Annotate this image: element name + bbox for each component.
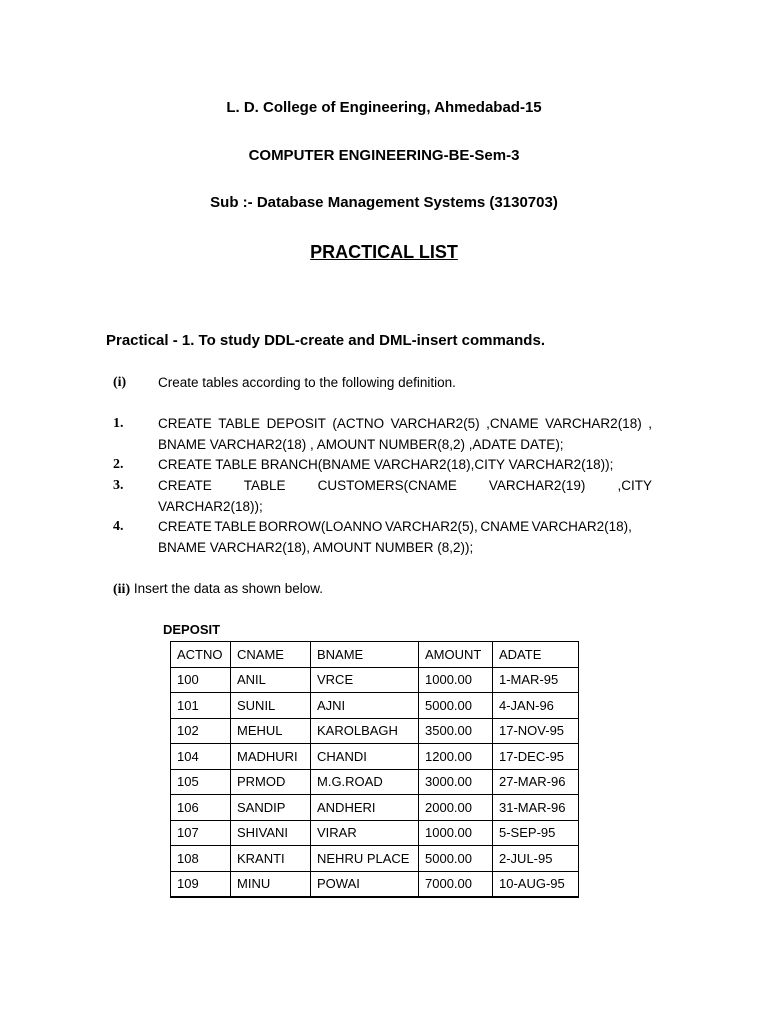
table-cell: 3000.00: [419, 769, 493, 795]
table-cell: ANDHERI: [311, 795, 419, 821]
word: CREATE: [158, 416, 212, 431]
statement-3-line2: VARCHAR2(18));: [158, 499, 263, 514]
table-cell: 108: [171, 846, 231, 872]
table-cell: 101: [171, 693, 231, 719]
college-name: L. D. College of Engineering, Ahmedabad-15: [226, 99, 542, 116]
column-header: ADATE: [493, 642, 579, 668]
part-ii-text: Insert the data as shown below.: [130, 581, 323, 596]
column-header: CNAME: [231, 642, 311, 668]
table-body: [171, 642, 579, 898]
table-cell: 7000.00: [419, 871, 493, 897]
statement-3-line1: [158, 478, 652, 493]
word: TABLE: [218, 416, 261, 431]
table-cell: 104: [171, 744, 231, 770]
table-cell: 17-DEC-95: [493, 744, 579, 770]
part-i-marker: (i): [113, 375, 127, 390]
table-cell: 31-MAR-96: [493, 795, 579, 821]
table-cell: 2000.00: [419, 795, 493, 821]
statement-2-line1: CREATE TABLE BRANCH(BNAME VARCHAR2(18),CITY VARCHAR2(18));: [158, 457, 614, 472]
part-ii-line: [113, 581, 323, 598]
table-cell: 5-SEP-95: [493, 820, 579, 846]
table-cell: 1200.00: [419, 744, 493, 770]
table-cell: VIRAR: [311, 820, 419, 846]
table-caption: DEPOSIT: [163, 622, 221, 637]
table-cell: MINU: [231, 871, 311, 897]
table-cell: 1000.00: [419, 667, 493, 693]
word: VARCHAR2(18),: [531, 519, 632, 534]
table-cell: PRMOD: [231, 769, 311, 795]
word: VARCHAR2(19): [488, 478, 586, 493]
table-cell: NEHRU PLACE: [311, 846, 419, 872]
page-title: PRACTICAL LIST: [310, 242, 458, 262]
table-cell: SANDIP: [231, 795, 311, 821]
table-cell: 1000.00: [419, 820, 493, 846]
table-cell: 107: [171, 820, 231, 846]
word: CNAME: [480, 519, 530, 534]
word: TABLE: [243, 478, 286, 493]
word: ,CITY: [617, 478, 652, 493]
statement-2-marker: 2.: [113, 457, 124, 472]
table-cell: 109: [171, 871, 231, 897]
table-cell: MADHURI: [231, 744, 311, 770]
table-cell: KRANTI: [231, 846, 311, 872]
deposit-table: [170, 641, 579, 898]
table-cell: SHIVANI: [231, 820, 311, 846]
column-header: AMOUNT: [419, 642, 493, 668]
table-cell: M.G.ROAD: [311, 769, 419, 795]
word: VARCHAR2(5),: [384, 519, 478, 534]
table-cell: KAROLBAGH: [311, 718, 419, 744]
word: ,CNAME: [486, 416, 539, 431]
table-cell: 100: [171, 667, 231, 693]
table-row: [171, 744, 579, 770]
table-header-row: [171, 642, 579, 668]
table-cell: ANIL: [231, 667, 311, 693]
word: CREATE: [158, 478, 212, 493]
practical-heading: Practical - 1. To study DDL-create and DML-insert commands.: [106, 332, 545, 349]
table-row: [171, 846, 579, 872]
table-cell: 102: [171, 718, 231, 744]
table-cell: 10-AUG-95: [493, 871, 579, 897]
department-line: COMPUTER ENGINEERING-BE-Sem-3: [248, 147, 520, 164]
table-cell: 5000.00: [419, 693, 493, 719]
statement-4-marker: 4.: [113, 519, 124, 534]
table-cell: 3500.00: [419, 718, 493, 744]
word: CUSTOMERS(CNAME: [317, 478, 457, 493]
word: ,: [648, 416, 652, 431]
table-cell: 105: [171, 769, 231, 795]
column-header: ACTNO: [171, 642, 231, 668]
table-cell: 27-MAR-96: [493, 769, 579, 795]
table-cell: 5000.00: [419, 846, 493, 872]
table-cell: POWAI: [311, 871, 419, 897]
part-ii-marker: (ii): [113, 582, 131, 597]
table-cell: 17-NOV-95: [493, 718, 579, 744]
part-i-text: Create tables according to the following definition.: [158, 375, 456, 390]
table-cell: AJNI: [311, 693, 419, 719]
word: VARCHAR2(18): [545, 416, 642, 431]
table-row: [171, 820, 579, 846]
statement-4-line1: [158, 519, 632, 534]
table-cell: MEHUL: [231, 718, 311, 744]
table-row: [171, 693, 579, 719]
table-row: [171, 769, 579, 795]
table-cell: 4-JAN-96: [493, 693, 579, 719]
statement-1-marker: 1.: [113, 416, 124, 431]
table-row: [171, 871, 579, 897]
table-row: [171, 718, 579, 744]
table-cell: 2-JUL-95: [493, 846, 579, 872]
table-cell: CHANDI: [311, 744, 419, 770]
word: DEPOSIT: [266, 416, 326, 431]
word: BORROW(LOANNO: [258, 519, 383, 534]
subject-line: Sub :- Database Management Systems (3130703): [210, 194, 558, 211]
table-row: [171, 667, 579, 693]
word: TABLE: [214, 519, 257, 534]
word: (ACTNO: [332, 416, 385, 431]
word: CREATE: [158, 519, 212, 534]
statement-1-line1: [158, 416, 652, 431]
column-header: BNAME: [311, 642, 419, 668]
table-row: [171, 795, 579, 821]
table-cell: VRCE: [311, 667, 419, 693]
table-cell: 106: [171, 795, 231, 821]
statement-1-line2: BNAME VARCHAR2(18) , AMOUNT NUMBER(8,2) ,ADATE DATE);: [158, 437, 564, 452]
statement-4-line2: BNAME VARCHAR2(18), AMOUNT NUMBER (8,2));: [158, 540, 474, 555]
statement-3-marker: 3.: [113, 478, 124, 493]
table-cell: SUNIL: [231, 693, 311, 719]
word: VARCHAR2(5): [390, 416, 480, 431]
table-cell: 1-MAR-95: [493, 667, 579, 693]
